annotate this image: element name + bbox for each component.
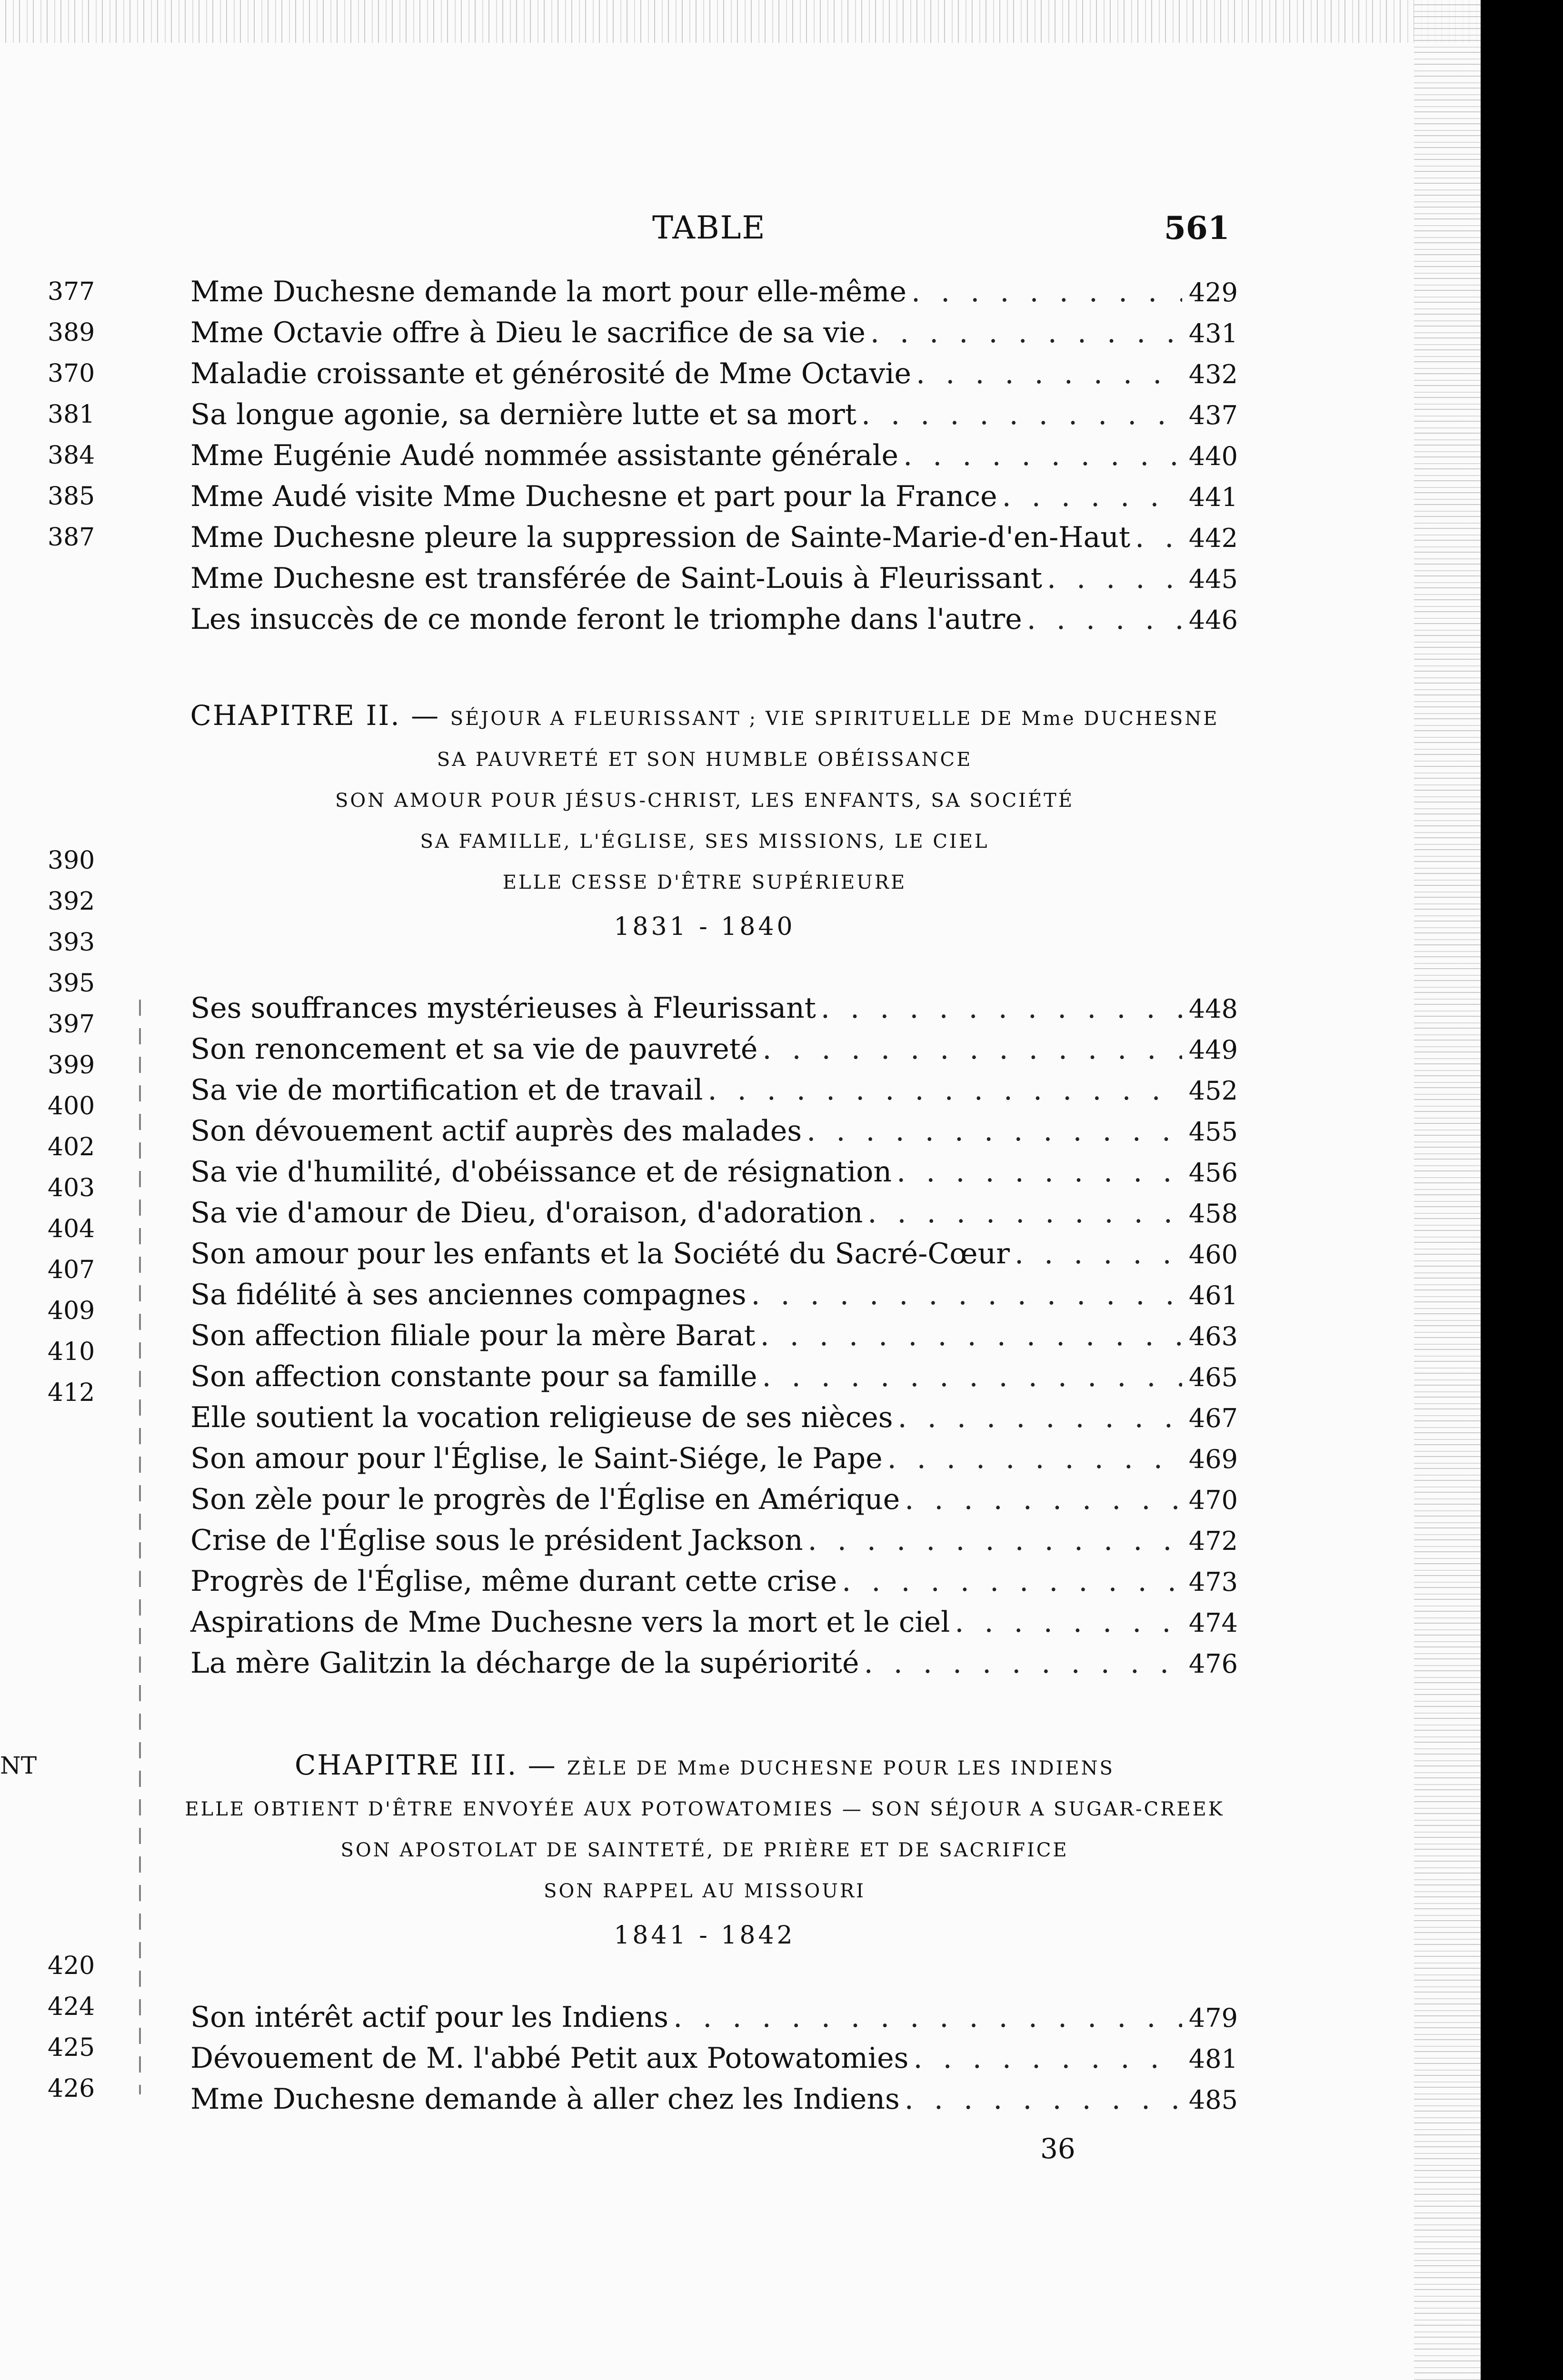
- dot-leader: [707, 1070, 1182, 1111]
- margin-number: 390: [48, 846, 95, 875]
- margin-number: 407: [48, 1256, 95, 1284]
- entry-page: 485: [1188, 2085, 1238, 2115]
- entry-title: Mme Duchesne demande à aller chez les Indiens: [190, 2082, 900, 2116]
- toc-entry: [190, 1192, 1238, 1233]
- margin-number: 420: [48, 1952, 95, 1980]
- entry-page: 458: [1188, 1199, 1238, 1229]
- toc-entry: [190, 1151, 1238, 1192]
- dot-leader: [751, 1274, 1182, 1315]
- margin-number: 403: [48, 1174, 95, 1202]
- entry-title: Sa vie d'amour de Dieu, d'oraison, d'adoration: [190, 1196, 863, 1230]
- toc-chapter-2: [190, 988, 1238, 1684]
- entry-title: Mme Eugénie Audé nommée assistante générale: [190, 439, 899, 472]
- entry-title: Crise de l'Église sous le président Jackson: [190, 1524, 803, 1557]
- dot-leader: [864, 1643, 1182, 1684]
- entry-title: Mme Duchesne pleure la suppression de Sainte-Marie-d'en-Haut: [190, 521, 1131, 554]
- toc-entry: [190, 394, 1238, 435]
- toc-entry: [190, 1643, 1238, 1684]
- toc-entry: [190, 988, 1238, 1029]
- entry-title: Mme Octavie offre à Dieu le sacrifice de sa vie: [190, 316, 866, 349]
- entry-page: 463: [1188, 1321, 1238, 1351]
- chapter-3-heading: [143, 1745, 1266, 1959]
- page-number: 561: [1164, 209, 1230, 247]
- dot-leader: [673, 1997, 1182, 2038]
- entry-page: 460: [1188, 1240, 1238, 1269]
- dot-leader: [762, 1029, 1182, 1070]
- entry-page: 479: [1188, 2003, 1238, 2033]
- dot-leader: [896, 1151, 1182, 1192]
- toc-entry: [190, 517, 1238, 558]
- chapter-3-subtitle: ZÈLE DE Mme DUCHESNE POUR LES INDIENS: [567, 1757, 1115, 1779]
- entry-page: 441: [1188, 482, 1238, 512]
- toc-entry: [190, 1233, 1238, 1274]
- entry-page: 476: [1188, 1649, 1238, 1679]
- dot-leader: [955, 1602, 1182, 1643]
- chapter-2-heading: [143, 695, 1266, 951]
- margin-number: 384: [48, 441, 95, 470]
- chapter-2-subtitle: SÉJOUR A FLEURISSANT ; VIE SPIRITUELLE DE Mme DUCHESNE: [450, 708, 1219, 730]
- toc-entry: [190, 435, 1238, 476]
- dot-leader: [806, 1111, 1182, 1151]
- entry-title: Les insuccès de ce monde feront le triomphe dans l'autre: [190, 603, 1022, 636]
- dot-leader: [808, 1520, 1182, 1561]
- toc-entry: [190, 2038, 1238, 2079]
- entry-page: 472: [1188, 1526, 1238, 1556]
- chapter-2-years: 1831 - 1840: [614, 912, 796, 941]
- toc-chapter-3: [190, 1997, 1238, 2120]
- margin-number: 393: [48, 928, 95, 957]
- toc-entry: [190, 312, 1238, 353]
- margin-number: 385: [48, 482, 95, 511]
- entry-page: 440: [1188, 441, 1238, 471]
- margin-number: 400: [48, 1092, 95, 1121]
- margin-number: 387: [48, 523, 95, 552]
- entry-page: 437: [1188, 400, 1238, 430]
- entry-page: 456: [1188, 1158, 1238, 1188]
- margin-number: 389: [48, 318, 95, 347]
- entry-page: 481: [1188, 2044, 1238, 2074]
- entry-title: Mme Duchesne est transférée de Saint-Louis à Fleurissant: [190, 562, 1042, 595]
- toc-entry: [190, 558, 1238, 599]
- margin-number: 370: [48, 359, 95, 388]
- entry-title: Sa vie de mortification et de travail: [190, 1073, 703, 1107]
- margin-fragment: NT: [0, 1752, 37, 1779]
- margin-number: 381: [48, 400, 95, 429]
- margin-number: 402: [48, 1133, 95, 1161]
- chapter-2-subtitle: SA FAMILLE, L'ÉGLISE, SES MISSIONS, LE CIEL: [420, 831, 989, 853]
- entry-title: Ses souffrances mystérieuses à Fleurissant: [190, 992, 816, 1025]
- chapter-2-subtitle: SA PAUVRETÉ ET SON HUMBLE OBÉISSANCE: [437, 749, 973, 771]
- entry-page: 465: [1188, 1362, 1238, 1392]
- chapter-3-label: CHAPITRE III. —: [295, 1749, 557, 1781]
- entry-title: Mme Audé visite Mme Duchesne et part pour la France: [190, 480, 997, 513]
- entry-page: 449: [1188, 1035, 1238, 1065]
- entry-title: Progrès de l'Église, même durant cette crise: [190, 1565, 837, 1598]
- toc-entry: [190, 1438, 1238, 1479]
- margin-number: 426: [48, 2074, 95, 2103]
- chapter-3-subtitle: ELLE OBTIENT D'ÊTRE ENVOYÉE AUX POTOWATOMIES — SON SÉJOUR A SUGAR-CREEK: [185, 1798, 1225, 1820]
- dot-leader: [903, 435, 1182, 476]
- toc-entry: [190, 2079, 1238, 2120]
- entry-title: Elle soutient la vocation religieuse de ses nièces: [190, 1401, 893, 1434]
- dot-leader: [842, 1561, 1182, 1602]
- margin-number: 410: [48, 1338, 95, 1366]
- chapter-3-subtitle: SON APOSTOLAT DE SAINTETÉ, DE PRIÈRE ET DE SACRIFICE: [340, 1839, 1069, 1861]
- toc-entry: [190, 1111, 1238, 1151]
- toc-entry: [190, 353, 1238, 394]
- toc-entry: [190, 1397, 1238, 1438]
- dot-leader: [905, 1479, 1182, 1520]
- entry-title: Mme Duchesne demande la mort pour elle-même: [190, 275, 906, 308]
- entry-page: 445: [1188, 564, 1238, 594]
- scan-noise-top: [0, 0, 1481, 43]
- dot-leader: [898, 1397, 1182, 1438]
- toc-entry: [190, 1315, 1238, 1356]
- entry-title: Son dévouement actif auprès des malades: [190, 1114, 802, 1148]
- entry-title: Son amour pour les enfants et la Société du Sacré-Cœur: [190, 1237, 1010, 1270]
- entry-title: Maladie croissante et générosité de Mme Octavie: [190, 357, 912, 390]
- dot-leader: [1027, 599, 1182, 640]
- entry-title: Son amour pour l'Église, le Saint-Siége, le Pape: [190, 1442, 883, 1475]
- entry-title: Sa vie d'humilité, d'obéissance et de résignation: [190, 1155, 892, 1189]
- entry-page: 452: [1188, 1076, 1238, 1106]
- entry-title: Son renoncement et sa vie de pauvreté: [190, 1032, 758, 1066]
- entry-page: 474: [1188, 1608, 1238, 1638]
- toc-entry: [190, 476, 1238, 517]
- toc-entry: [190, 599, 1238, 640]
- entry-title: Aspirations de Mme Duchesne vers la mort et le ciel: [190, 1606, 950, 1639]
- entry-title: Dévouement de M. l'abbé Petit aux Potowatomies: [190, 2042, 909, 2075]
- dot-leader: [911, 271, 1182, 312]
- chapter-3-first-line: [143, 1745, 1266, 1789]
- dot-leader: [861, 394, 1182, 435]
- dot-leader: [760, 1315, 1182, 1356]
- margin-number: 392: [48, 887, 95, 916]
- toc-entry: [190, 1997, 1238, 2038]
- toc-entry: [190, 1520, 1238, 1561]
- margin-number: 395: [48, 969, 95, 998]
- entry-title: Son zèle pour le progrès de l'Église en Amérique: [190, 1483, 900, 1516]
- dot-leader: [913, 2038, 1182, 2079]
- dot-leader: [887, 1438, 1182, 1479]
- entry-page: 469: [1188, 1444, 1238, 1474]
- entry-page: 448: [1188, 994, 1238, 1024]
- dot-leader: [867, 1192, 1182, 1233]
- margin-number: 425: [48, 2033, 95, 2062]
- chapter-2-label: CHAPITRE II. —: [190, 699, 440, 732]
- entry-title: Son intérêt actif pour les Indiens: [190, 2001, 669, 2034]
- margin-number: 404: [48, 1215, 95, 1243]
- entry-title: La mère Galitzin la décharge de la supériorité: [190, 1646, 859, 1680]
- chapter-2-subtitle: SON AMOUR POUR JÉSUS-CHRIST, LES ENFANTS, SA SOCIÉTÉ: [335, 790, 1075, 812]
- margin-number: 424: [48, 1993, 95, 2021]
- dot-leader: [1015, 1233, 1182, 1274]
- entry-page: 431: [1188, 318, 1238, 348]
- entry-page: 467: [1188, 1403, 1238, 1433]
- entry-page: 470: [1188, 1485, 1238, 1515]
- dot-leader: [1002, 476, 1182, 517]
- dot-leader: [905, 2079, 1182, 2120]
- dot-leader: [1047, 558, 1182, 599]
- dot-leader: [821, 988, 1182, 1029]
- entry-title: Son affection filiale pour la mère Barat: [190, 1319, 756, 1352]
- page-header: [0, 209, 1481, 252]
- entry-title: Sa fidélité à ses anciennes compagnes: [190, 1278, 747, 1311]
- entry-title: Son affection constante pour sa famille: [190, 1360, 757, 1393]
- toc-entry: [190, 271, 1238, 312]
- toc-entry: [190, 1274, 1238, 1315]
- chapter-2-first-line: [143, 695, 1266, 739]
- chapter-3-subtitle: SON RAPPEL AU MISSOURI: [544, 1880, 866, 1902]
- toc-entry: [190, 1356, 1238, 1397]
- toc-entry: [190, 1602, 1238, 1643]
- chapter-2-subtitle: ELLE CESSE D'ÊTRE SUPÉRIEURE: [502, 872, 907, 893]
- printer-signature: 36: [1040, 2132, 1075, 2165]
- margin-number: 397: [48, 1010, 95, 1039]
- entry-page: 446: [1188, 605, 1238, 635]
- toc-entry: [190, 1029, 1238, 1070]
- scan-noise-right: [1414, 0, 1481, 2380]
- entry-title: Sa longue agonie, sa dernière lutte et sa mort: [190, 398, 856, 431]
- margin-number: 412: [48, 1378, 95, 1407]
- entry-page: 432: [1188, 359, 1238, 389]
- entry-page: 429: [1188, 278, 1238, 307]
- dot-leader: [762, 1356, 1182, 1397]
- toc-entry: [190, 1479, 1238, 1520]
- dot-leader: [916, 353, 1182, 394]
- dot-leader: [870, 312, 1182, 353]
- margin-number: 399: [48, 1051, 95, 1080]
- chapter-3-years: 1841 - 1842: [614, 1921, 796, 1950]
- margin-number: 409: [48, 1297, 95, 1325]
- entry-page: 455: [1188, 1117, 1238, 1147]
- margin-number: 377: [48, 278, 95, 306]
- entry-page: 461: [1188, 1280, 1238, 1310]
- running-title: TABLE: [652, 209, 766, 246]
- toc-entry: [190, 1070, 1238, 1111]
- dot-leader: [1135, 517, 1182, 558]
- left-margin-bleed: [48, 0, 143, 2380]
- toc-section-1: [190, 271, 1238, 640]
- toc-entry: [190, 1561, 1238, 1602]
- entry-page: 442: [1188, 523, 1238, 553]
- entry-page: 473: [1188, 1567, 1238, 1597]
